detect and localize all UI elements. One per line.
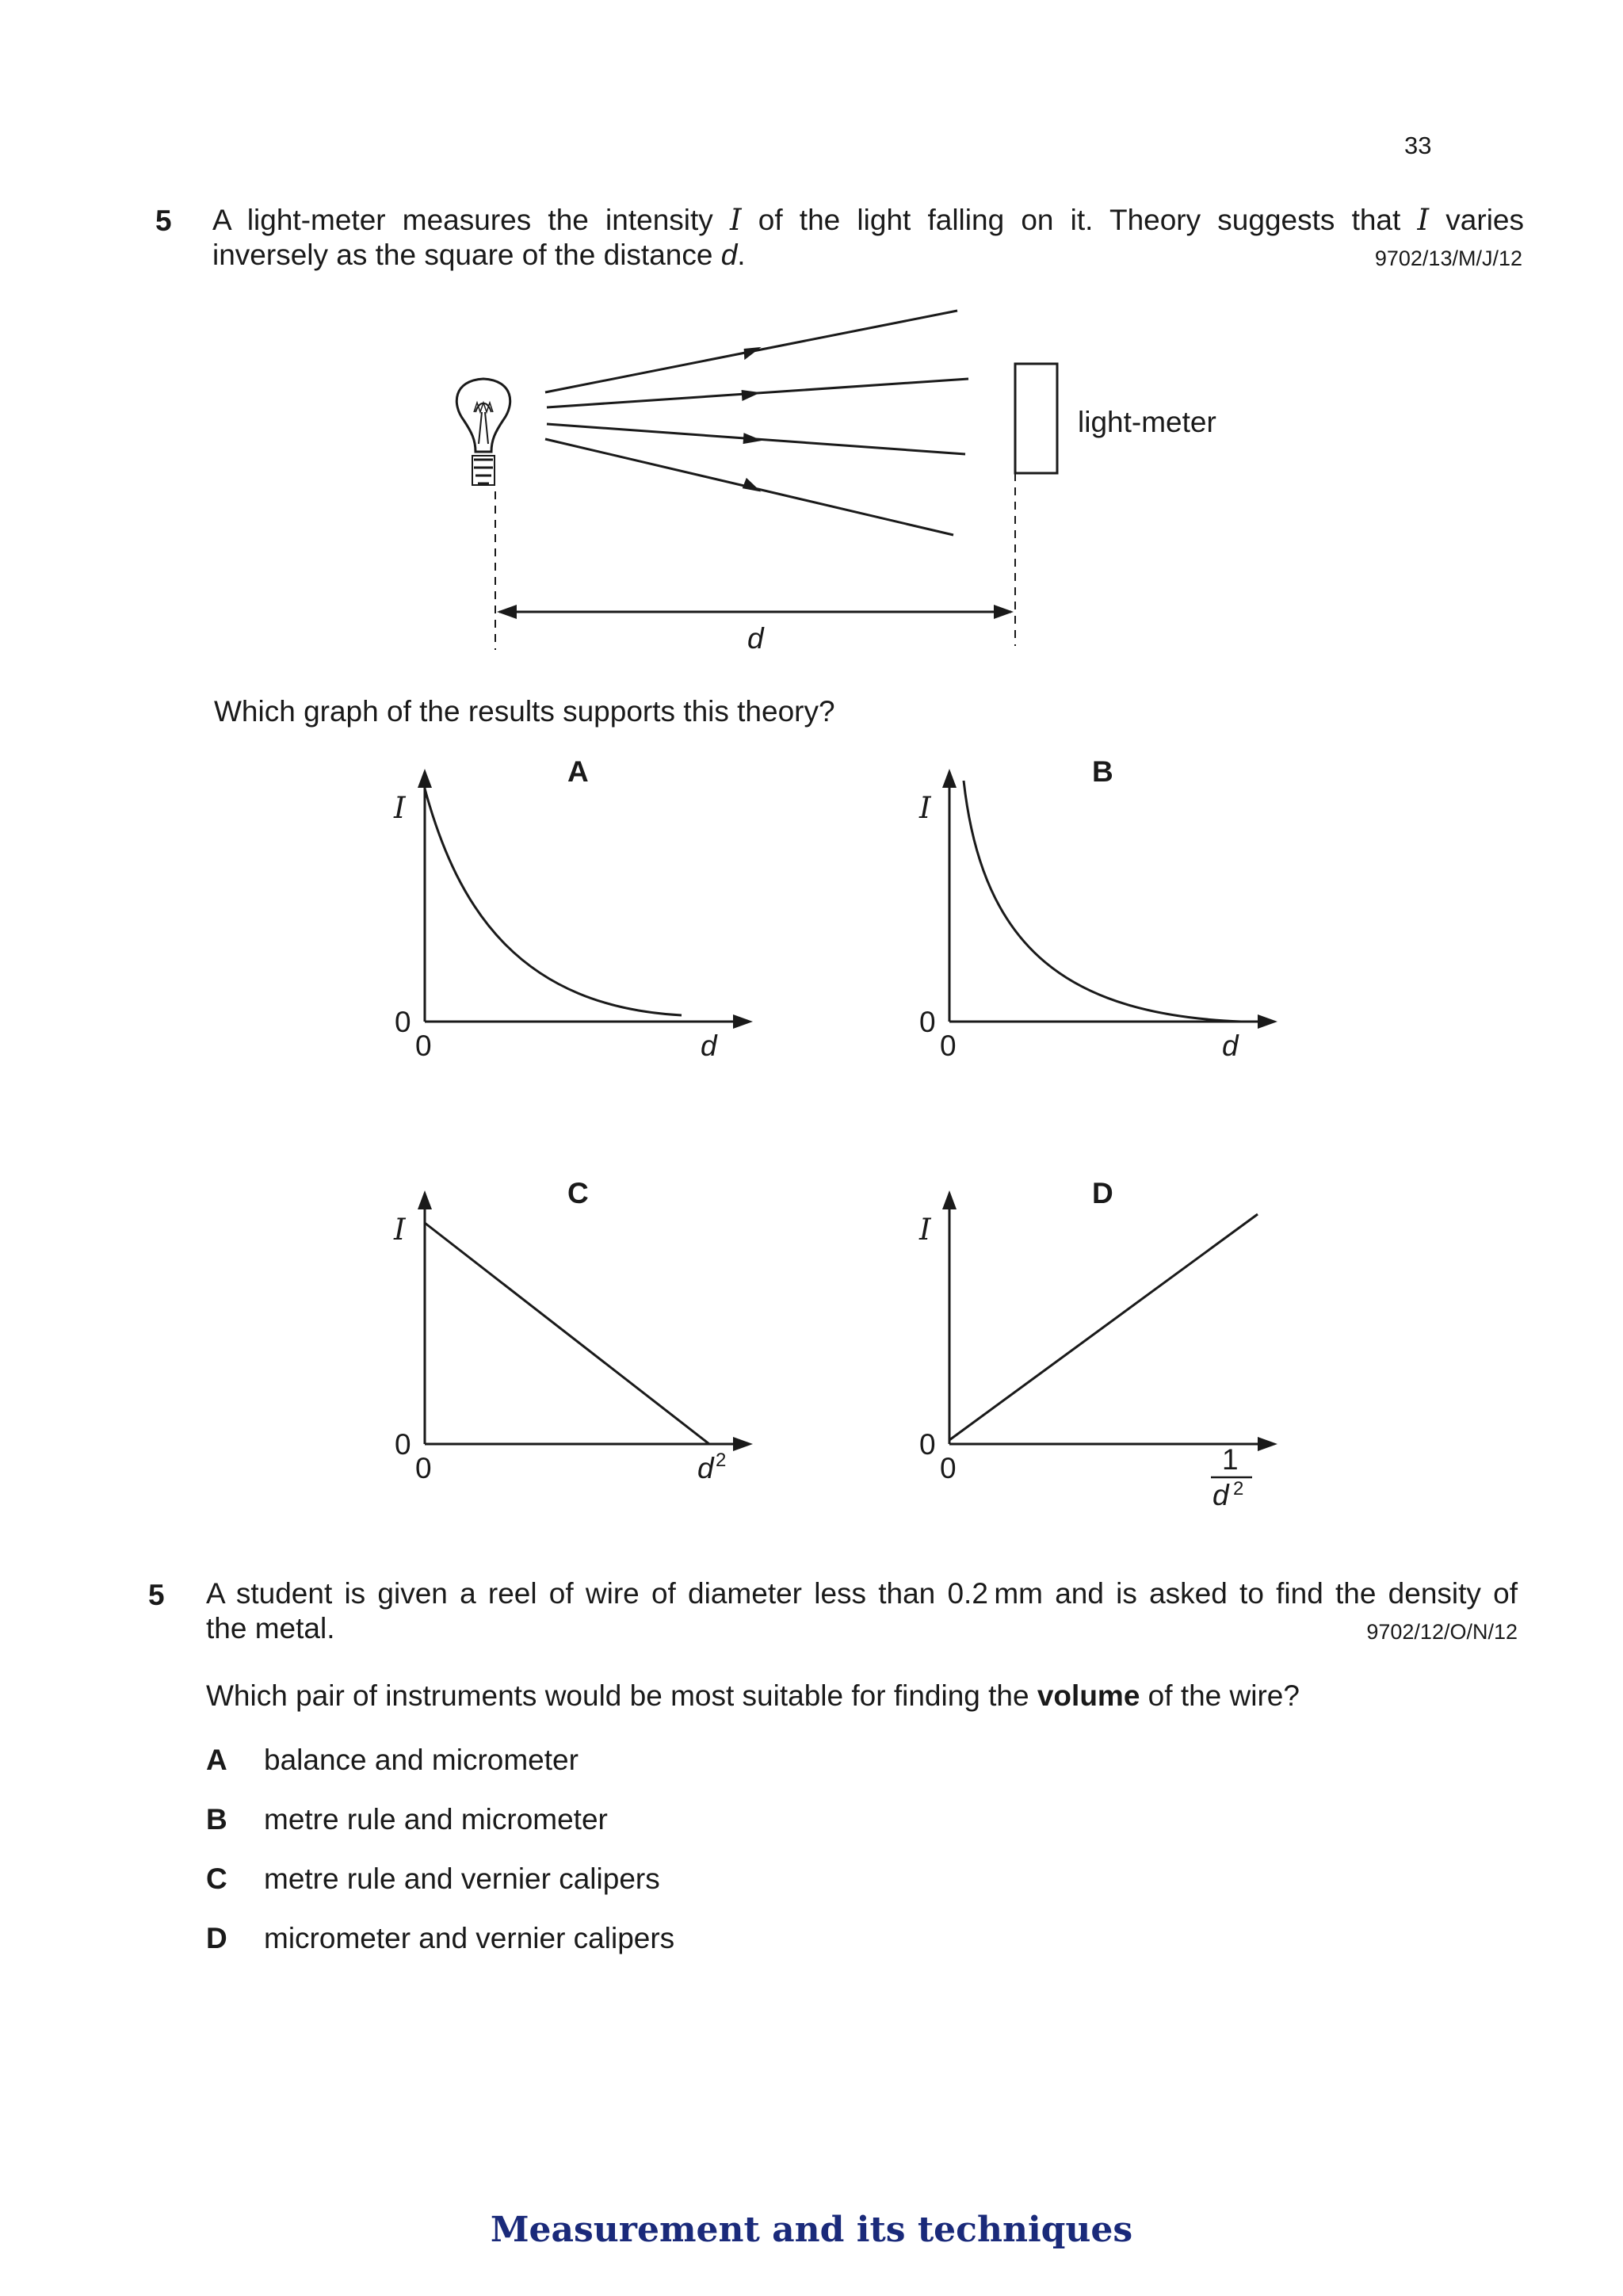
page-footer-title: Measurement and its techniques (490, 2210, 1133, 2250)
graph-A-x-arrow (733, 1014, 753, 1029)
option-letter: B (206, 1803, 227, 1836)
graph-B-x-arrow (1258, 1014, 1277, 1029)
graph-D-x-arrow (1258, 1437, 1277, 1451)
graph-C-y-origin: 0 (395, 1428, 411, 1461)
graph-C-x-label: d (697, 1452, 714, 1484)
light-rays (545, 311, 968, 535)
light-bulb-icon (456, 379, 510, 485)
graph-D-x-origin: 0 (940, 1452, 957, 1484)
graph-B-curve (964, 781, 1241, 1022)
graph-D-title: D (1092, 1177, 1113, 1209)
graph-A-y-label: I (394, 791, 406, 825)
graph-A (418, 769, 753, 1029)
text-part: of the light falling on it. Theory suggests that (741, 204, 1418, 236)
graph-A-x-origin: 0 (415, 1030, 432, 1062)
answer-option-B (206, 1803, 608, 1836)
instrument-question-prompt (206, 1679, 1300, 1713)
text-part: varies (1429, 204, 1524, 236)
graph-B-y-origin: 0 (919, 1006, 936, 1038)
variable-I: I (1417, 203, 1430, 237)
option-text: metre rule and micrometer (264, 1803, 608, 1836)
graph-A-y-origin: 0 (395, 1006, 411, 1038)
graph-D-x-label-numerator: 1 (1222, 1443, 1239, 1476)
light-meter-diagram (0, 0, 1623, 682)
graph-D-y-origin: 0 (919, 1428, 936, 1461)
graph-C-y-arrow (418, 1190, 432, 1209)
graph-C-y-label: I (394, 1213, 406, 1247)
question-number: 5 (155, 204, 172, 237)
question-text-line-2: the metal. (206, 1612, 335, 1645)
graph-B-x-origin: 0 (940, 1030, 957, 1062)
graph-A-x-label: d (701, 1030, 717, 1062)
ray-direction-arrows (742, 346, 764, 493)
light-meter-box (1015, 364, 1057, 473)
graph-B-title: B (1092, 755, 1113, 788)
graph-C-x-origin: 0 (415, 1452, 432, 1484)
graph-D-x-label-superscript: 2 (1233, 1478, 1244, 1499)
graph-C-line (425, 1223, 709, 1444)
emphasis-volume: volume (1037, 1679, 1140, 1712)
option-text: micrometer and vernier calipers (264, 1922, 675, 1954)
distance-arrow-right-head (994, 605, 1014, 619)
graph-C-title: C (567, 1177, 589, 1209)
option-letter: C (206, 1862, 227, 1895)
variable-I: I (729, 203, 742, 237)
text-part: of the wire? (1140, 1679, 1300, 1712)
graph-D-y-arrow (942, 1190, 957, 1209)
text-part: Which pair of instruments would be most suitable for finding the (206, 1679, 1037, 1712)
text-part: . (737, 239, 746, 271)
option-text: balance and micrometer (264, 1744, 579, 1776)
answer-option-C (206, 1862, 660, 1896)
graph-question-prompt: Which graph of the results supports this theory? (214, 695, 835, 728)
graph-B-y-arrow (942, 769, 957, 788)
question-number: 5 (148, 1579, 165, 1611)
graph-D-line (949, 1214, 1258, 1440)
graph-C (418, 1190, 753, 1451)
graph-D (942, 1190, 1277, 1451)
distance-arrow-left-head (497, 605, 517, 619)
graph-B (942, 769, 1277, 1029)
question-reference: 9702/13/M/J/12 (1374, 246, 1522, 270)
answer-option-A (206, 1744, 579, 1777)
variable-d: d (720, 239, 738, 271)
option-letter: A (206, 1744, 227, 1776)
answer-graphs (0, 745, 1623, 1530)
option-letter: D (206, 1922, 227, 1954)
graph-C-x-label-superscript: 2 (716, 1450, 727, 1471)
page-number: 33 (1404, 132, 1432, 159)
distance-label: d (747, 622, 764, 655)
graph-A-curve (425, 789, 682, 1015)
graph-B-y-label: I (919, 791, 931, 825)
question-reference: 9702/12/O/N/12 (1366, 1620, 1518, 1644)
graph-D-x-label-denominator: d (1212, 1479, 1229, 1511)
text-part: inversely as the square of the distance (212, 239, 721, 271)
light-meter-label: light-meter (1078, 406, 1216, 438)
graph-D-y-label: I (919, 1213, 931, 1247)
answer-option-D (206, 1922, 674, 1955)
graph-A-title: A (567, 755, 589, 788)
text-part: A light-meter measures the intensity (212, 204, 730, 236)
graph-B-x-label: d (1222, 1030, 1239, 1062)
option-text: metre rule and vernier calipers (264, 1862, 660, 1895)
question-text-line-1: A student is given a reel of wire of diameter less than 0.2 mm and is asked to find the density of (206, 1577, 1518, 1610)
graph-C-x-arrow (733, 1437, 753, 1451)
graph-A-y-arrow (418, 769, 432, 788)
